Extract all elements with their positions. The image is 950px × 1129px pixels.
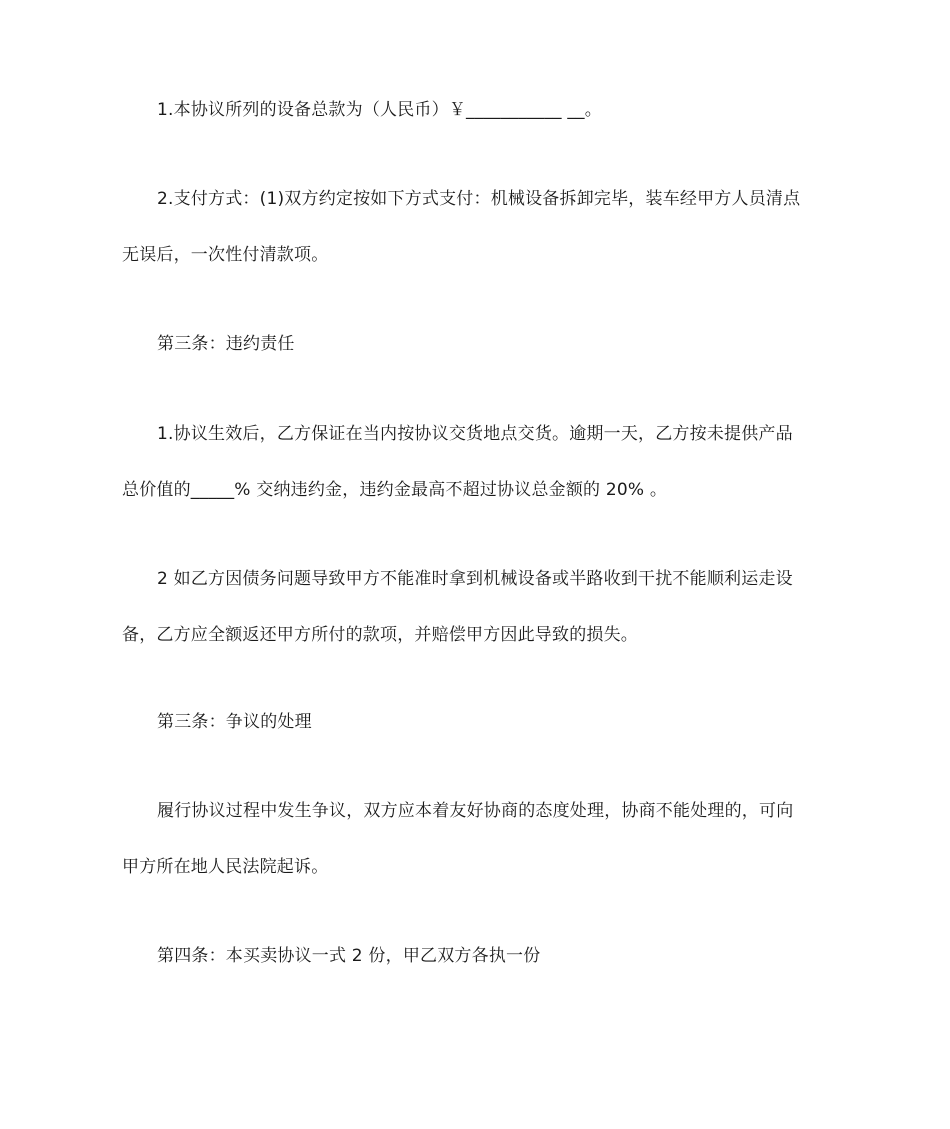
article-3-dispute-heading: 第三条：争议的处理	[157, 712, 312, 732]
payment-method-line-2: 无误后，一次性付清款项。	[122, 245, 329, 265]
dispute-clause-line-2: 甲方所在地人民法院起诉。	[122, 857, 329, 877]
liability-clause-2-line-2: 备，乙方应全额返还甲方所付的款项，并赔偿甲方因此导致的损失。	[122, 625, 638, 645]
payment-method-line-1: 2.支付方式：(1)双方约定按如下方式支付：机械设备拆卸完毕，装车经甲方人员清点	[157, 189, 801, 209]
liability-clause-1-line-2: 总价值的_____% 交纳违约金，违约金最高不超过协议总金额的 20% 。	[122, 480, 668, 500]
payment-total-line: 1.本协议所列的设备总款为（人民币）￥___________ __。	[157, 100, 602, 120]
article-4-copies-line: 第四条：本买卖协议一式 2 份，甲乙双方各执一份	[157, 946, 541, 966]
dispute-clause-line-1: 履行协议过程中发生争议，双方应本着友好协商的态度处理，协商不能处理的，可向	[157, 801, 794, 821]
liability-clause-1-line-1: 1.协议生效后，乙方保证在当内按协议交货地点交货。逾期一天，乙方按未提供产品	[157, 424, 793, 444]
liability-clause-2-line-1: 2 如乙方因债务问题导致甲方不能准时拿到机械设备或半路收到干扰不能顺利运走设	[157, 569, 793, 589]
article-3-liability-heading: 第三条：违约责任	[157, 334, 295, 354]
